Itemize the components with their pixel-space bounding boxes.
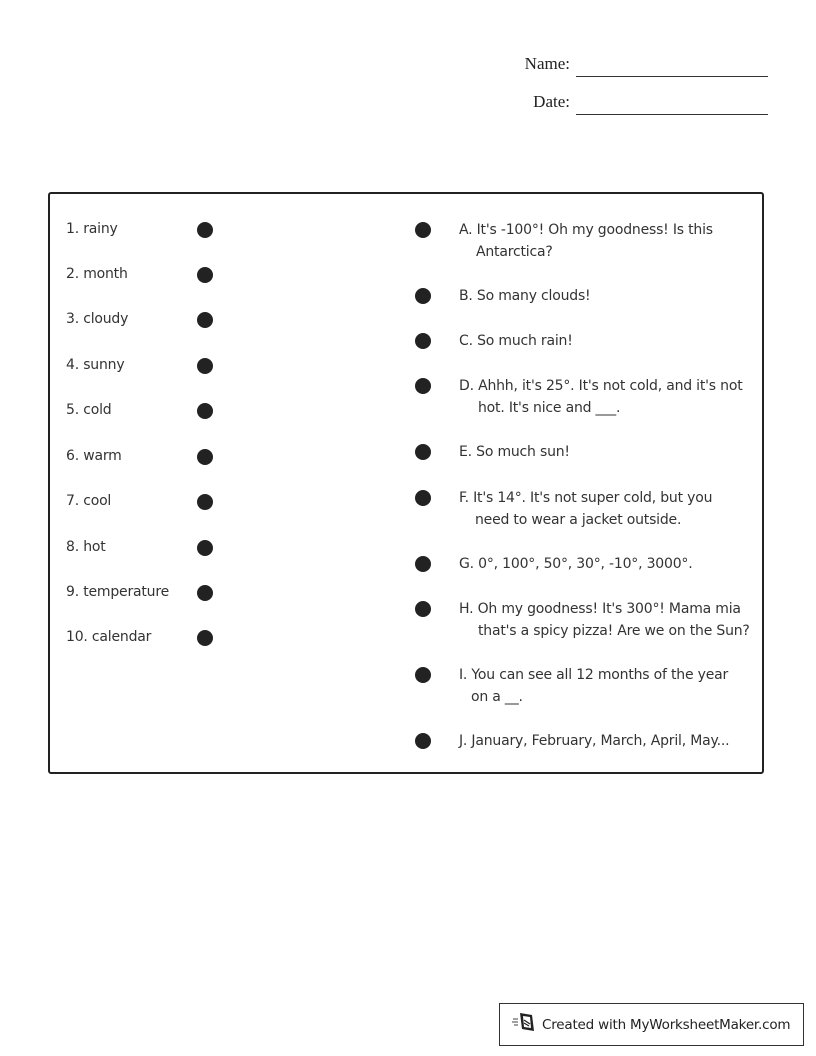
definition-match-dot[interactable] xyxy=(415,490,431,506)
definition-item xyxy=(459,487,759,531)
term-item: 1. rainy xyxy=(66,221,118,237)
definition-match-dot[interactable] xyxy=(415,333,431,349)
term-item: 7. cool xyxy=(66,493,112,509)
term-match-dot[interactable] xyxy=(197,585,213,601)
definition-match-dot[interactable] xyxy=(415,667,431,683)
definition-item xyxy=(459,664,759,708)
term-match-dot[interactable] xyxy=(197,449,213,465)
term-item: 3. cloudy xyxy=(66,311,129,327)
term-item: 10. calendar xyxy=(66,629,152,645)
definition-line-1: F. It's 14°. It's not super cold, but you xyxy=(459,490,713,506)
term-item: 2. month xyxy=(66,266,128,282)
definition-match-dot[interactable] xyxy=(415,601,431,617)
term-match-dot[interactable] xyxy=(197,358,213,374)
definition-item xyxy=(459,730,759,752)
definition-match-dot[interactable] xyxy=(415,288,431,304)
date-field[interactable] xyxy=(576,114,768,115)
name-field[interactable] xyxy=(576,76,768,77)
definition-item xyxy=(459,285,759,307)
term-match-dot[interactable] xyxy=(197,403,213,419)
definition-line-2: on a __. xyxy=(471,689,523,705)
definition-line-1: E. So much sun! xyxy=(459,444,570,460)
term-item: 8. hot xyxy=(66,539,106,555)
term-match-dot[interactable] xyxy=(197,267,213,283)
term-match-dot[interactable] xyxy=(197,540,213,556)
worksheet-logo-icon xyxy=(512,1011,536,1038)
term-item: 4. sunny xyxy=(66,357,125,373)
definition-line-2: Antarctica? xyxy=(476,244,553,260)
date-label: Date: xyxy=(533,92,570,111)
definition-line-2: that's a spicy pizza! Are we on the Sun? xyxy=(478,623,750,639)
definition-match-dot[interactable] xyxy=(415,444,431,460)
definition-match-dot[interactable] xyxy=(415,222,431,238)
definition-line-1: A. It's -100°! Oh my goodness! Is this xyxy=(459,222,713,238)
definition-line-1: C. So much rain! xyxy=(459,333,573,349)
footer-credit xyxy=(499,1003,804,1046)
term-match-dot[interactable] xyxy=(197,494,213,510)
definition-line-1: H. Oh my goodness! It's 300°! Mama mia xyxy=(459,601,741,617)
definition-item xyxy=(459,598,759,642)
term-item: 6. warm xyxy=(66,448,122,464)
term-match-dot[interactable] xyxy=(197,222,213,238)
definition-item xyxy=(459,553,759,575)
definition-match-dot[interactable] xyxy=(415,733,431,749)
definition-line-1: G. 0°, 100°, 50°, 30°, -10°, 3000°. xyxy=(459,556,693,572)
footer-text: Created with MyWorksheetMaker.com xyxy=(542,1016,791,1033)
definition-line-2: need to wear a jacket outside. xyxy=(475,512,682,528)
term-match-dot[interactable] xyxy=(197,312,213,328)
definition-item xyxy=(459,330,759,352)
definition-line-1: J. January, February, March, April, May... xyxy=(459,733,730,749)
definition-line-1: D. Ahhh, it's 25°. It's not cold, and it's not xyxy=(459,378,743,394)
term-match-dot[interactable] xyxy=(197,630,213,646)
name-label: Name: xyxy=(524,54,570,73)
definition-line-1: I. You can see all 12 months of the year xyxy=(459,667,729,683)
definition-line-1: B. So many clouds! xyxy=(459,288,591,304)
definition-item xyxy=(459,219,759,263)
definition-item xyxy=(459,375,759,419)
definition-item xyxy=(459,441,759,463)
term-item: 9. temperature xyxy=(66,584,170,600)
term-item: 5. cold xyxy=(66,402,112,418)
definition-line-2: hot. It's nice and ___. xyxy=(478,400,621,416)
definition-match-dot[interactable] xyxy=(415,556,431,572)
definition-match-dot[interactable] xyxy=(415,378,431,394)
